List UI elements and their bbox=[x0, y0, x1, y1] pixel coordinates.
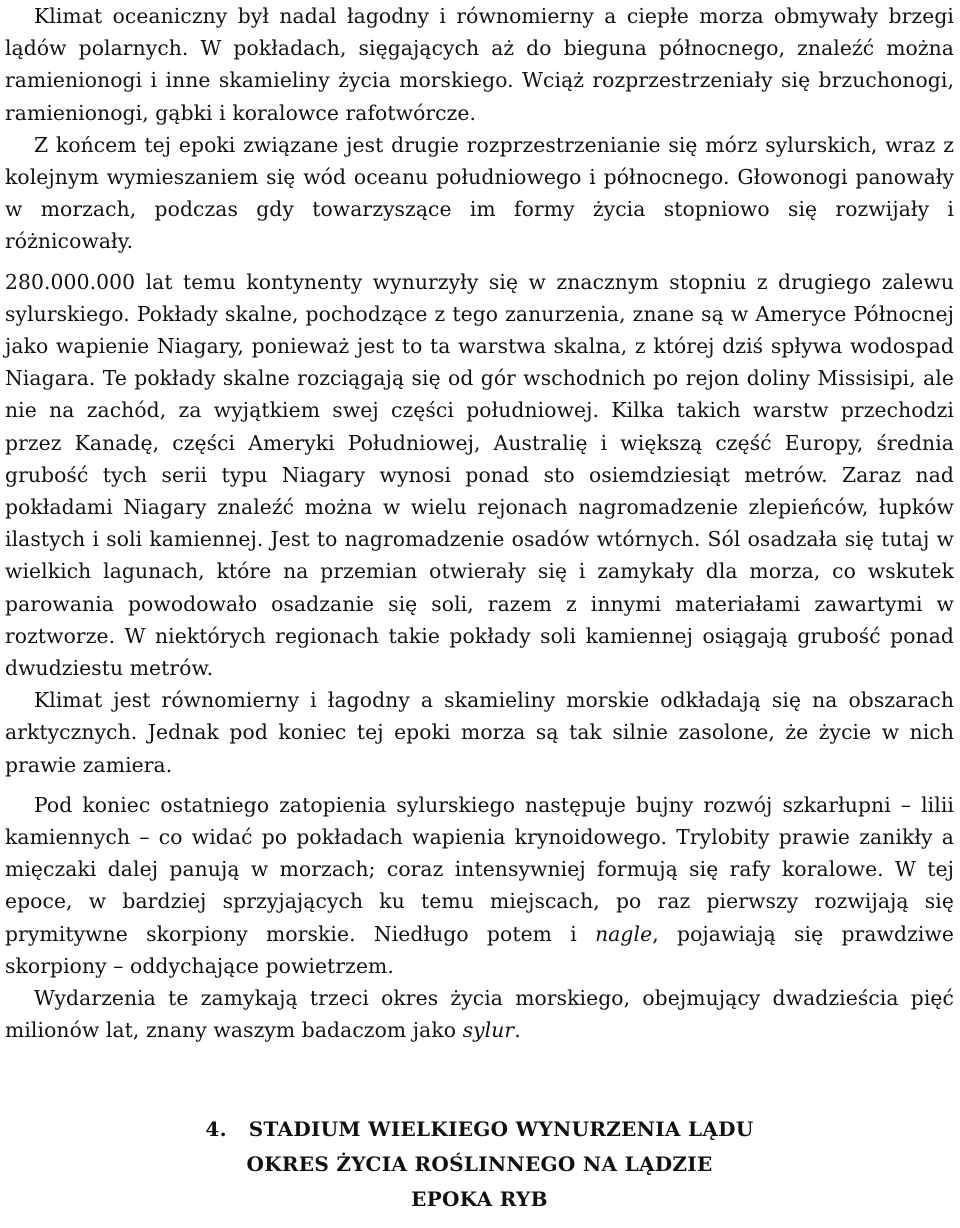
section-heading-line-3: EPOKA RYB bbox=[411, 1186, 548, 1211]
paragraph-silurian-seas: Z końcem tej epoki związane jest drugie rozprzestrzenianie się mórz sylurskich, wraz z kolejnym wymieszaniem się wód oceanu południowego i północnego. Głowonogi panowały w morzach, podczas gdy towarzyszące im formy życia stopniowo się rozwijały i różnicowały. bbox=[5, 132, 954, 254]
paragraph-climate-salinity: Klimat jest równomierny i łagodny a skamieliny morskie odkładają się na obszarach arktycznych. Jednak pod koniec tej epoki morza są tak silnie zasolone, że życie w nich prawie zamiera. bbox=[5, 688, 954, 777]
paragraph-text: , pojawiają się prawdziwe skorpiony – oddychające powietrzem. bbox=[5, 921, 954, 978]
section-heading-line-1: 4. STADIUM WIELKIEGO WYNURZENIA LĄDU bbox=[205, 1116, 754, 1141]
section-heading-line-2: OKRES ŻYCIA ROŚLINNEGO NA LĄDZIE bbox=[246, 1151, 713, 1176]
emphasis-text: nagle bbox=[595, 921, 653, 946]
emphasis-text: sylur bbox=[462, 1018, 515, 1043]
paragraph-end-of-submersion bbox=[5, 789, 954, 982]
paragraph-silur-summary bbox=[5, 982, 954, 1046]
paragraph-text: Wydarzenia te zamykają trzeci okres życia morskiego, obejmujący dwadzieścia pięć milionów lat, znany waszym badaczom jako bbox=[5, 986, 954, 1043]
section-heading bbox=[5, 1112, 954, 1217]
paragraph-text: Pod koniec ostatniego zatopienia sylurskiego następuje bujny rozwój szkarłupni – lilii kamiennych – co widać po pokładach wapienia krynoidowego. Trylobity prawie zanikły a mięczaki dalej panują w morzach; coraz intensywniej formują się rafy koralowe. W tej epoce, w bardziej sprzyjających ku temu miejscach, po raz pierwszy rozwijają się prymitywne skorpiony morskie. Niedługo potem i bbox=[5, 792, 954, 946]
paragraph-text: . bbox=[514, 1018, 521, 1043]
paragraph-niagara-deposits: 280.000.000 lat temu kontynenty wynurzyły się w znacznym stopniu z drugiego zalewu sylurskiego. Pokłady skalne, pochodzące z tego zanurzenia, znane są w Ameryce Północnej jako wapienie Niagary, ponieważ jest to ta warstwa skalna, z której dziś spływa wodospad Niagara. Te pokłady skalne rozciągają się od gór wschodnich po rejon doliny Missisipi, ale nie na zachód, za wyjątkiem swej części południowej. Kilka takich warstw przechodzi przez Kanadę, części Ameryki Południowej, Australię i większą część Europy, średnia grubość tych serii typu Niagary wynosi ponad sto osiemdziesiąt metrów. Zaraz nad pokładami Niagary znaleźć można w wielu rejonach nagromadzenie zlepieńców, łupków ilastych i soli kamiennej. Jest to nagromadzenie osadów wtórnych. Sól osadzała się tutaj w wielkich lagunach, które na przemian otwierały się i zamykały dla morza, co wskutek parowania powodowało osadzanie się soli, razem z innymi materiałami zawartymi w roztworze. W niektórych regionach takie pokłady soli kamiennej osiągają grubość ponad dwudziestu metrów. bbox=[5, 269, 954, 681]
paragraph-marine-climate: Klimat oceaniczny był nadal łagodny i równomierny a ciepłe morza obmywały brzegi lądów polarnych. W pokładach, sięgających aż do bieguna północnego, znaleźć można ramienionogi i inne skamieliny życia morskiego. Wciąż rozprzestrzeniały się brzuchonogi, ramienionogi, gąbki i koralowce rafotwórcze. bbox=[5, 4, 954, 125]
